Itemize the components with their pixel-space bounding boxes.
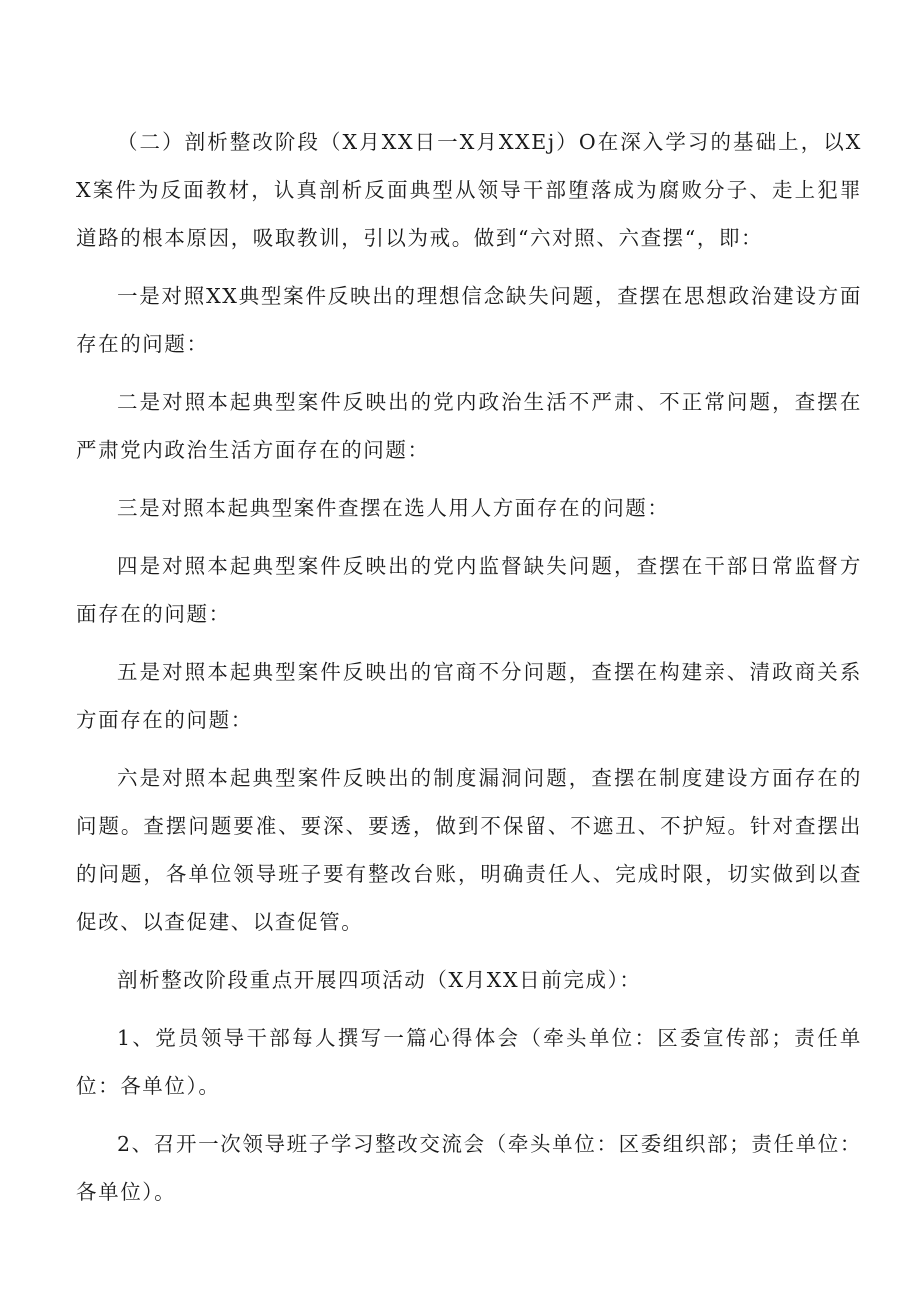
paragraph-activity-one: 1、党员领导干部每人撰写一篇心得体会（牵头单位：区委宣传部；责任单位：各单位）。 <box>76 1026 862 1098</box>
paragraph-activity-two: 2、召开一次领导班子学习整改交流会（牵头单位：区委组织部；责任单位：各单位）。 <box>76 1132 862 1204</box>
paragraph-item-three: 三是对照本起典型案件查摆在选人用人方面存在的问题： <box>117 496 670 520</box>
paragraph-item-six: 六是对照本起典型案件反映出的制度漏洞问题，查摆在制度建设方面存在的问题。查摆问题要准、要深、要透，做到不保留、不遮丑、不护短。针对查摆出的问题，各单位领导班子要有整改台账，明确责任人、完成时限，切实做到以查促改、以查促建、以查促管。 <box>76 766 862 934</box>
paragraph-item-one: 一是对照XX典型案件反映出的理想信念缺失问题，查摆在思想政治建设方面存在的问题： <box>76 284 862 356</box>
paragraph-stage-two-intro: （二）剖析整改阶段（X月XX日一X月XXEj）O在深入学习的基础上，以XX案件为反面教材，认真剖析反面典型从领导干部堕落成为腐败分子、走上犯罪道路的根本原因，吸取教训，引以为戒。做到“六对照、六查摆“，即： <box>76 130 862 250</box>
paragraph-activities-heading: 剖析整改阶段重点开展四项活动（X月XX日前完成）： <box>117 968 642 992</box>
document-body <box>76 118 862 1226</box>
paragraph-item-four: 四是对照本起典型案件反映出的党内监督缺失问题，查摆在干部日常监督方面存在的问题： <box>76 554 862 626</box>
paragraph-item-two: 二是对照本起典型案件反映出的党内政治生活不严肃、不正常问题，查摆在严肃党内政治生活方面存在的问题： <box>76 390 862 462</box>
paragraph-item-five: 五是对照本起典型案件反映出的官商不分问题，查摆在构建亲、清政商关系方面存在的问题： <box>76 660 862 732</box>
